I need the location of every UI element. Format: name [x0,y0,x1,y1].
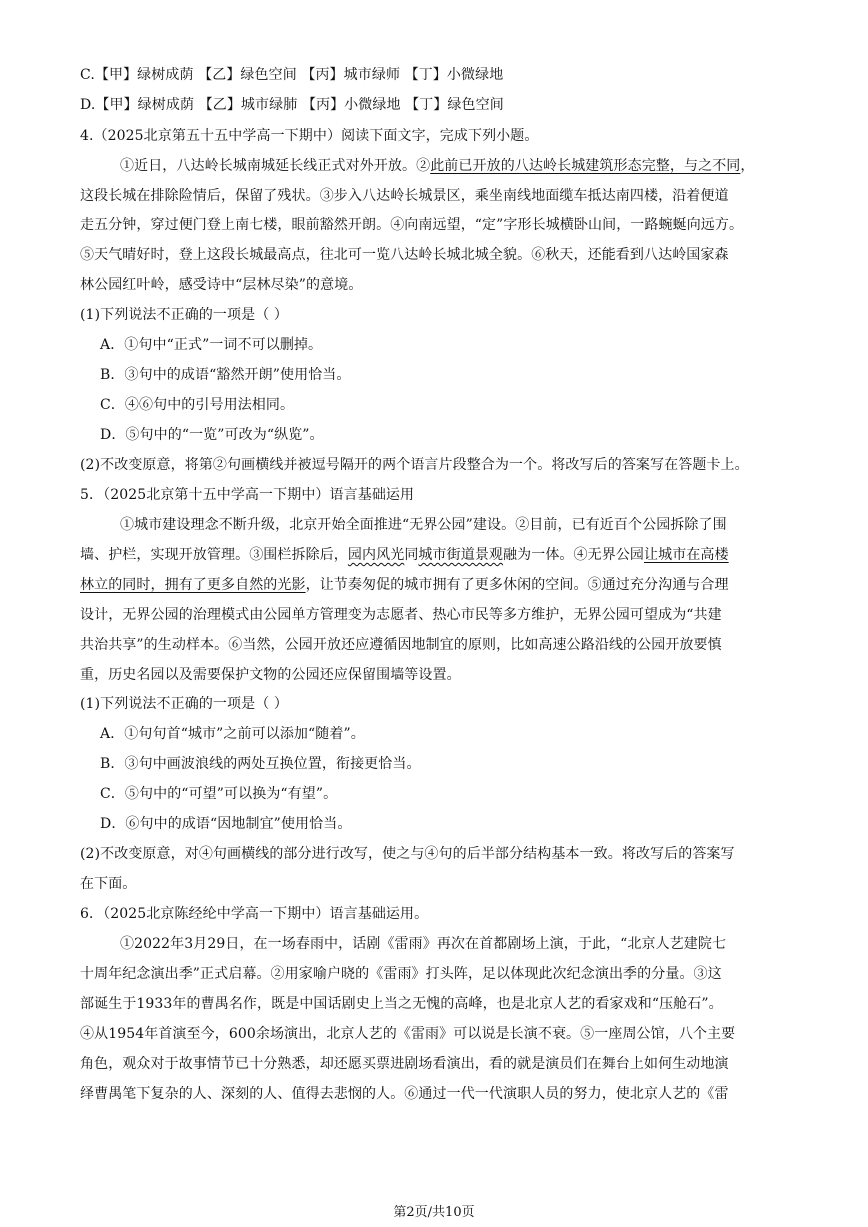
passage-5-line: 共治共享”的生动样本。⑥当然，公园开放还应遵循因地制宜的原则，比如高速公路沿线的公园开放要慎 [80,637,722,653]
passage-6-line: ④从1954年首演至今，600余场演出，北京人艺的《雷雨》可以说是长演不衰。⑤一座周公馆，八个主要 [80,1026,736,1042]
option-c: C．④⑥句中的引号用法相同。 [100,397,295,413]
wavy-segment: 城市街道景观 [418,547,504,563]
passage-4-line: 这段长城在排除险情后，保留了残状。③步入八达岭长城景区，乘坐南线地面缆车抵达南四楼，沿着便道 [80,188,729,204]
passage-6-line: 角色，观众对于故事情节已十分熟悉，却还愿买票进剧场看演出，看的就是演员们在舞台上如何生动地演 [80,1056,729,1072]
page-number: 第2页/共10页 [393,1205,475,1220]
question-5-heading: 5．（2025北京第十五中学高一下期中）语言基础运用 [80,487,415,503]
wavy-segment: 园内风光 [347,547,405,563]
underlined-segment: 林立的同时，拥有了更多自然的光影 [80,577,306,593]
question-4-1: (1)下列说法不正确的一项是（ ） [80,307,288,323]
passage-5-line: 林立的同时，拥有了更多自然的光影，让节奏匆促的城市拥有了更多休闲的空间。⑤通过充分沟通与合理 [80,577,729,593]
option-b: B．③句中画波浪线的两处互换位置，衔接更恰当。 [100,756,421,772]
underlined-segment: 让城市在高楼 [644,547,729,563]
passage-4-line: 走五分钟，穿过便门登上南七楼，眼前豁然开朗。④向南远望，“定”字形长城横卧山间，一路蜿蜒向远方。 [80,217,744,233]
option-d: D．⑤句中的“一览”可改为“纵览”。 [100,427,324,443]
question-5-2-cont: 在下面。 [80,876,137,892]
underlined-segment: 此前已开放的八达岭长城建筑形态完整，与之不同 [430,158,741,174]
question-4-heading: 4.（2025北京第五十五中学高一下期中）阅读下面文字，完成下列小题。 [80,128,539,144]
option-b: B．③句中的成语“豁然开朗”使用恰当。 [100,367,351,383]
passage-5-line: 墙、护栏，实现开放管理。③围栏拆除后，园内风光同城市街道景观融为一体。④无界公园让城市在高楼 [80,547,729,563]
passage-5-line: ①城市建设理念不断升级，北京开始全面推进“无界公园”建设。②目前，已有近百个公园拆除了围 [120,517,727,533]
passage-6-line: 十周年纪念演出季”正式启幕。②用家喻户晓的《雷雨》打头阵，足以体现此次纪念演出季的分量。③这 [80,966,722,982]
option-a: A．①句句首“城市”之前可以添加“随着”。 [100,726,365,742]
passage-4-line: ⑤天气晴好时，登上这段长城最高点，往北可一览八达岭长城北城全貌。⑥秋天，还能看到八达岭国家森 [80,247,729,263]
option-a: A．①句中“正式”一词不可以删掉。 [100,337,323,353]
option-c: C．⑤句中的“可望”可以换为“有望”。 [100,786,338,802]
passage-6-line: 绎曹禺笔下复杂的人、深刻的人、值得去悲悯的人。⑥通过一代一代演职人员的努力，使北京人艺的《雷 [80,1086,729,1102]
passage-6-line: ①2022年3月29日，在一场春雨中，话剧《雷雨》再次在首都剧场上演，于此，“北京人艺建院七 [120,936,727,952]
question-4-2: (2)不改变原意，将第②句画横线并被逗号隔开的两个语言片段整合为一个。将改写后的答案写在答题卡上。 [80,457,749,473]
question-5-1: (1)下列说法不正确的一项是（ ） [80,696,288,712]
question-5-2: (2)不改变原意，对④句画横线的部分进行改写，使之与④句的后半部分结构基本一致。将改写后的答案写 [80,846,735,862]
option-d-prev: D.【甲】绿树成荫 【乙】城市绿肺 【丙】小微绿地 【丁】绿色空间 [80,97,504,113]
option-c-prev: C.【甲】绿树成荫 【乙】绿色空间 【丙】城市绿师 【丁】小微绿地 [80,67,504,83]
passage-5-line: 重，历史名园以及需要保护文物的公园还应保留围墙等设置。 [80,667,461,683]
question-6-heading: 6．（2025北京陈经纶中学高一下期中）语言基础运用。 [80,906,429,922]
passage-4-line: 林公园红叶岭，感受诗中“层林尽染”的意境。 [80,277,363,293]
passage-4-line: ①近日，八达岭长城南城延长线正式对外开放。②此前已开放的八达岭长城建筑形态完整，与之不同， [120,158,755,174]
passage-5-line: 设计，无界公园的治理模式由公园单方管理变为志愿者、热心市民等多方维护，无界公园可望成为“共建 [80,607,722,623]
option-d: D．⑥句中的成语“因地制宜”使用恰当。 [100,816,352,832]
passage-6-line: 部诞生于1933年的曹禺名作，既是中国话剧史上当之无愧的高峰，也是北京人艺的看家戏和“压舱石”。 [80,996,723,1012]
